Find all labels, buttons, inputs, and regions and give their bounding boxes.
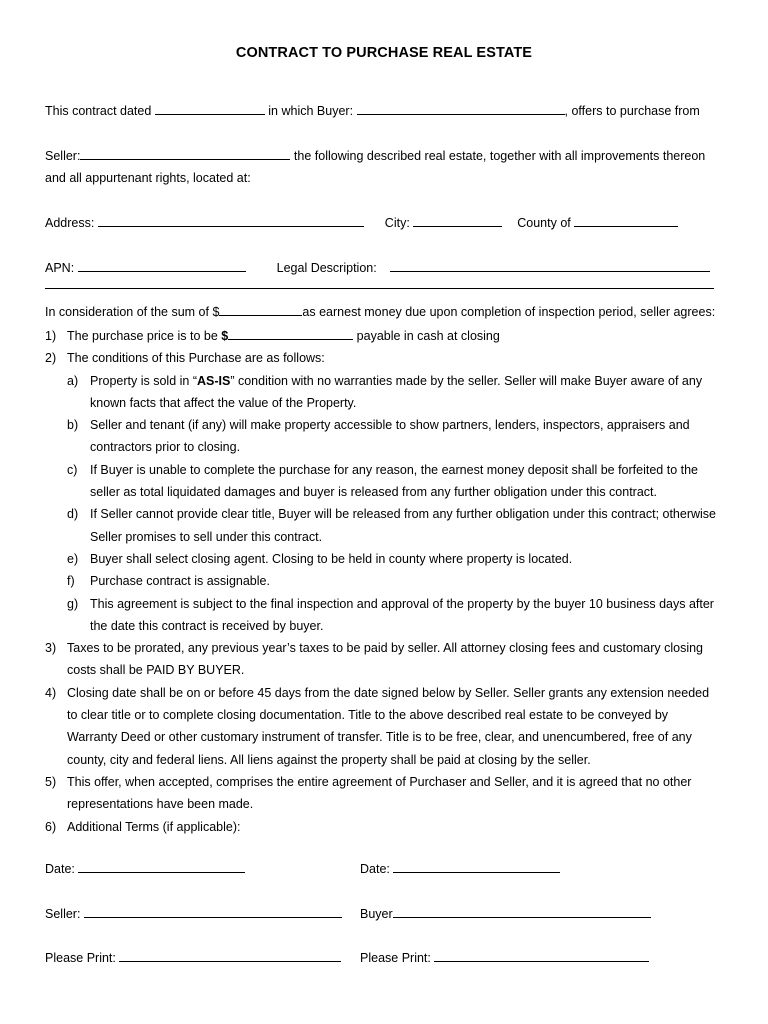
date-right-label: Date:	[360, 862, 390, 876]
condition-b	[67, 414, 720, 459]
term-text: Closing date shall be on or before 45 days from the date signed below by Seller. Seller grants any extension needed	[67, 685, 710, 700]
contract-date-field[interactable]	[155, 103, 265, 115]
print-left-field[interactable]	[119, 950, 341, 962]
condition-letter: e)	[67, 551, 79, 566]
seller-line	[45, 148, 705, 164]
county-label: County of	[517, 216, 571, 230]
term-1	[45, 325, 720, 347]
condition-letter: a)	[67, 373, 79, 388]
described-real-estate-text: the following described real estate, together with all improvements thereon	[293, 149, 706, 163]
condition-letter: b)	[67, 418, 79, 433]
condition-text: the date this contract is received by buyer.	[90, 618, 324, 633]
date-left-label: Date:	[45, 862, 75, 876]
condition-e	[67, 548, 720, 570]
offers-text: , offers to purchase from	[564, 104, 700, 118]
county-field[interactable]	[574, 215, 678, 227]
seller-name-field[interactable]	[80, 148, 290, 160]
term-4	[45, 682, 720, 771]
print-right-row	[360, 950, 649, 965]
condition-text: If Seller cannot provide clear title, Buyer will be released from any further obligation under this contract; otherwise	[90, 507, 717, 522]
term-number: 3)	[45, 641, 57, 656]
apn-label: APN:	[45, 261, 75, 275]
condition-text: known facts that affect the value of the Property.	[90, 395, 357, 410]
condition-d	[67, 503, 720, 548]
apn-field[interactable]	[78, 260, 246, 272]
term-text: to clear title or to complete closing documentation. Title to the above described real estate to be conveyed by	[67, 708, 669, 723]
legal-description-label: Legal Description:	[276, 261, 377, 275]
condition-letter: g)	[67, 596, 79, 611]
term-2	[45, 347, 720, 637]
buyer-label: in which Buyer:	[268, 104, 354, 118]
term-text: county, city and federal liens. All liens against the property shall be paid at closing by the seller.	[67, 752, 591, 767]
contract-dated-label: This contract dated	[45, 104, 152, 118]
seller-label: Seller:	[45, 149, 81, 163]
condition-text: ” condition with no warranties made by the seller. Seller will make Buyer aware of any	[230, 373, 703, 388]
contract-intro-line	[45, 103, 700, 119]
additional-terms-label: Additional Terms (if applicable):	[67, 819, 241, 834]
legal-description-field[interactable]	[390, 260, 710, 272]
condition-text: Buyer shall select closing agent. Closing to be held in county where property is located.	[90, 551, 573, 566]
condition-text: Seller and tenant (if any) will make property accessible to show partners, lenders, inspectors, appraisers and	[90, 418, 690, 433]
term-number: 1)	[45, 329, 57, 343]
city-field[interactable]	[413, 215, 502, 227]
address-label: Address:	[45, 216, 95, 230]
date-right-row	[360, 861, 560, 876]
term-number: 2)	[45, 351, 57, 366]
term-3	[45, 637, 720, 682]
address-field[interactable]	[98, 215, 364, 227]
document-title: CONTRACT TO PURCHASE REAL ESTATE	[235, 45, 533, 61]
condition-text: Purchase contract is assignable.	[90, 574, 270, 589]
term-text: costs shall be PAID BY BUYER.	[67, 663, 245, 678]
term-text: Warranty Deed or other customary instrument of transfer. Title is to be free, clear, and unencumbered, free of any	[67, 730, 692, 745]
buyer-signature-row	[360, 906, 651, 921]
conditions-list	[67, 370, 720, 638]
condition-text: seller as total liquidated damages and buyer is released from any further obligation under this contract.	[90, 485, 657, 500]
divider-line	[45, 288, 714, 289]
apn-row	[45, 260, 710, 276]
term-number: 4)	[45, 685, 57, 700]
buyer-name-field[interactable]	[357, 103, 565, 115]
condition-letter: c)	[67, 462, 78, 477]
as-is-text: AS-IS	[196, 373, 231, 388]
conditions-heading: The conditions of this Purchase are as follows:	[67, 351, 325, 366]
address-row	[45, 215, 678, 231]
date-left-row	[45, 861, 245, 876]
condition-a	[67, 370, 720, 415]
term-number: 6)	[45, 819, 57, 834]
seller-signature-label: Seller:	[45, 907, 81, 921]
condition-text: Seller promises to sell under this contract.	[90, 529, 323, 544]
term-5	[45, 771, 720, 816]
buyer-signature-field[interactable]	[393, 906, 651, 918]
terms-list	[45, 325, 720, 838]
condition-text: This agreement is subject to the final inspection and approval of the property by the buyer 10 business days after	[90, 596, 714, 611]
print-right-field[interactable]	[434, 950, 649, 962]
consideration-line	[45, 304, 715, 320]
term-text: Taxes to be prorated, any previous year’s taxes to be paid by seller. All attorney closing fees and customary closing	[67, 641, 703, 656]
purchase-price-text: The purchase price is to be	[67, 329, 222, 343]
date-right-field[interactable]	[393, 861, 560, 873]
city-label: City:	[384, 216, 410, 230]
condition-letter: d)	[67, 507, 79, 522]
condition-letter: f)	[67, 574, 75, 589]
consideration-label: In consideration of the sum of $	[45, 305, 220, 319]
term-text: representations have been made.	[67, 797, 254, 812]
condition-text: If Buyer is unable to complete the purchase for any reason, the earnest money deposit shall be forfeited to the	[90, 462, 699, 477]
term-6	[45, 816, 720, 838]
term-text: This offer, when accepted, comprises the entire agreement of Purchaser and Seller, and it is agreed that no other	[67, 774, 692, 789]
purchase-price-field[interactable]	[228, 328, 353, 340]
print-right-label: Please Print:	[360, 951, 431, 965]
payable-text: payable in cash at closing	[353, 329, 500, 343]
dollar-sign: $	[221, 329, 229, 343]
condition-text: Property is sold in “	[90, 373, 197, 388]
earnest-money-field[interactable]	[219, 304, 302, 316]
seller-signature-row	[45, 906, 342, 921]
seller-signature-field[interactable]	[84, 906, 342, 918]
buyer-signature-label: Buyer	[360, 907, 393, 921]
condition-g	[67, 593, 720, 638]
term-number: 5)	[45, 774, 57, 789]
earnest-money-text: as earnest money due upon completion of inspection period, seller agrees:	[302, 305, 716, 319]
condition-c	[67, 459, 720, 504]
condition-f	[67, 570, 720, 592]
print-left-row	[45, 950, 341, 965]
condition-text: contractors prior to closing.	[90, 440, 241, 455]
appurtenant-line: and all appurtenant rights, located at:	[45, 171, 251, 185]
print-left-label: Please Print:	[45, 951, 116, 965]
date-left-field[interactable]	[78, 861, 245, 873]
